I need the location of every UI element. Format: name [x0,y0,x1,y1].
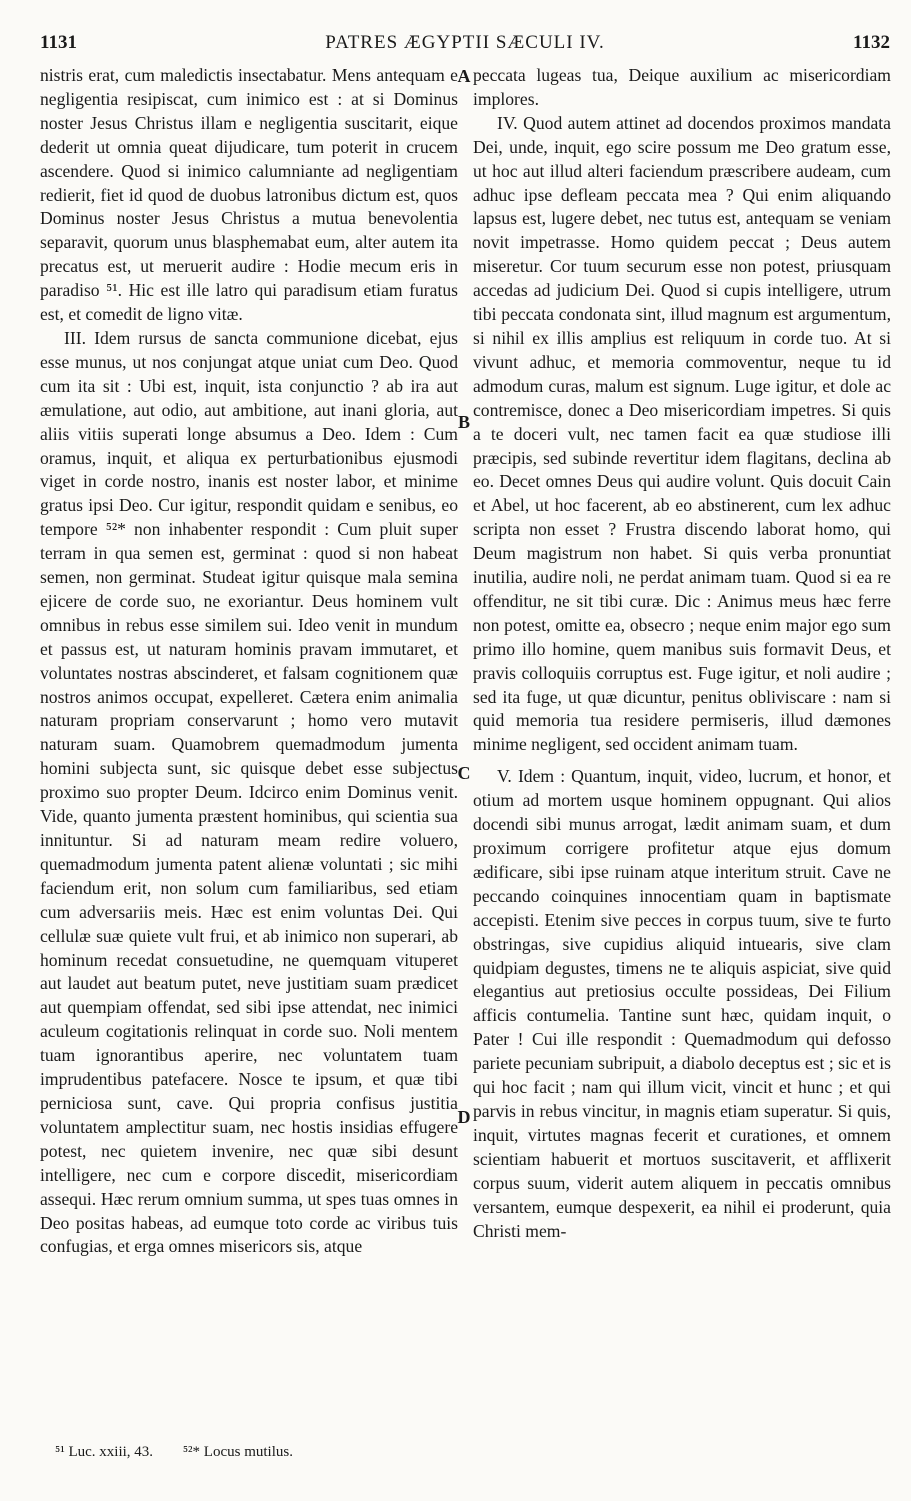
running-title: PATRES ÆGYPTII SÆCULI IV. [325,32,605,53]
paragraph-section-iii: III. Idem rursus de sancta communione dicebat, ejus esse munus, ut nos conjungat atque uniat cum Deo. Quod cum ita sit : Ubi est, inquit, ista conjunctio ? ab ira aut æmulatione, aut odio, aut ambitione, aut inani gloria, aut aliis vitiis superati longe absumus a Deo. Idem : Cum oramus, inquit, et aliqua ex perturbationibus ejusmodi viget in corde nostro, inanis est noster labor, et minime gratus ipsi Deo. Cur igitur, respondit quidam e senibus, eo tempore ⁵²* non inhabenter respondit : Cum pluit super terram in qua semen est, germinat : quod si non habeat semen, non germinat. Studeat igitur quisque mala semina ejicere de corde suo, ne exoriantur. Deus hominem vult omnibus in rebus esse similem sui. Ideo venit in mundum et passus est, ut naturam hominis pravam immutaret, et voluntates nostras abscinderet, et falsam cognitionem quæ nostros animos occupat, expelleret. Cætera enim animalia naturam propriam conservarunt ; homo vero mutavit naturam suam. Quamobrem quemadmodum jumenta homini subjecta sunt, sic quisque debet esse subjectus proximo suo propter Deum. Idcirco enim Dominus venit. Vide, quanto jumenta præstent hominibus, qui scientia sua innituntur. Si ad naturam meam redire voluero, quemadmodum jumenta patent alienæ voluntati ; sic mihi faciendum erit, non solum cum familiaribus, sed etiam cum adversariis meis. Hæc est enim voluntas Dei. Qui cellulæ suæ quiete vult frui, et ab inimico non superari, ab hominum recedat consuetudine, ne quemquam vituperet aut laudet aut beatum putet, neve justitiam suam prædicet aut quempiam offendat, sed sibi ipse attendat, nec inimici aculeum cogitationis relinquat in corde suo. Noli mentem tuam ignorantibus aperire, nec voluntatem tuam imprudentibus patefacere. Nosce te ipsum, et quæ tibi perniciosa sunt, cave. Qui propria confisus justitia voluntatem amplectitur suam, nec hostis insidias effugere potest, nec quietem invenire, nec quæ sibi desunt intelligere, nec cum e corpore discedit, misericordiam assequi. Hæc rerum omnium summa, ut spes tuas omnes in Deo positas habeas, ad eumque toto corde ac viribus tuis confugias, et erga omnes misericors sis, atque [40,327,458,1257]
footnote: ⁵²* Locus mutilus. [182,1444,293,1460]
page-number-left: 1131 [40,32,77,53]
paragraph-section-iv: IV. Quod autem attinet ad docendos proximos mandata Dei, unde, inquit, ego scire possum me Deo gratum esse, ut hoc aut illud alteri faciendum præscribere audeam, cum adhuc ipse defleam peccata mea ? Qui enim aliquando lapsus est, lugere debet, nec tutus est, antequam se veniam novit impetrasse. Homo quidem peccat ; Deus autem miseretur. Cor tuum securum esse non potest, priusquam accedas ad judicium Dei. Quod si cupis intelligere, utrum tibi peccata condonata sint, illud magnum est argumentum, si nihil ex illis amplius est reliquum in corde tuo. At si vivunt adhuc, et memoria commoventur, neque tu id admodum curas, malum est signum. Luge igitur, et dole ac contremisce, donec a Deo misericordiam impetres. Si quis a te doceri vult, nec tamen facit ea quæ studiose illi præcipis, sed subinde revertitur idem flagitans, declina ab eo. Decet omnes Deus qui audire volunt. Quis docuit Cain et Abel, ut hoc facerent, ab eo abstinerent, cum lex adhuc scripta non esset ? Frustra discendo laborat homo, qui Deum magistrum non habet. Si quis verba pronuntiat inutilia, audire noli, ne perdat animam tuam. Quod si ea re offenditur, ne sit tibi curæ. Dic : Animus meus hæc ferre non potest, omitte ea, obsecro ; neque enim major ego sum primo illo homine, quem manibus suis formavit Deus, et pravis colloquiis corruptus est. Fuge igitur, et noli audire ; sed ita fuge, ut quæ dicuntur, penitus obliviscare : nam si quid memoria tua residere permiseris, illud dæmones minime negligent, sed occident animam tuam. [473,112,891,755]
paragraph: nistris erat, cum maledictis insectabatur. Mens antequam e negligentia resipiscat, cum inimico est : at si Dominus noster Jesus Christus illam e negligentia suscitarit, eique dederit ut omnia queat dijudicare, tum poterit in crucem ascendere. Quod si inimico calumniante ad negligentiam redierit, fiet id quod de duobus latronibus dictum est, quos Dominus noster Jesus Christus a mutua benevolentia separavit, quorum unus blasphemabat eum, alter autem ita precatus est, ut meruerit audire : Hodie mecum eris in paradiso ⁵¹. Hic est ille latro qui paradisum etiam furatus est, et comedit de ligno vitæ. [40,65,458,325]
page-header [40,32,890,56]
paragraph: peccata lugeas tua, Deique auxilium ac misericordiam implores. [473,65,891,109]
page-number-right: 1132 [853,32,890,53]
right-column [473,64,891,1243]
margin-marker-c: C [457,763,471,783]
footnotes [55,1444,475,1461]
margin-marker-a: A [457,66,471,86]
margin-marker-d: D [457,1107,471,1127]
left-column [40,64,458,1259]
footnote: ⁵¹ Luc. xxiii, 43. [55,1444,154,1460]
margin-marker-b: B [457,412,470,432]
paragraph-section-v: V. Idem : Quantum, inquit, video, lucrum, et honor, et otium ad mortem usque hominem oppugnant. Qui alios docendi sibi munus arrogat, lædit animam suam, et dum proximum corrigere profitetur atque ejus domum ædificare, sibi ipse ruinam atque interitum struit. Cave ne peccando coinquines innocentiam quam in baptismate accepisti. Etenim sive pecces in corpus tuum, sive te furto obstringas, sive cupidius aliquid intuearis, sive clam quidpiam degustes, timens ne te aliquis aspiciat, sive quid elegantius aut pretiosius occulte possideas, Dei Filium afficis contumelia. Tantine sunt hæc, quidam inquit, o Pater ! Cui ille respondit : Quemadmodum qui defosso pariete pecuniam subripuit, a diabolo deceptus est ; sic et is qui hoc facit ; nam qui illum vicit, vincit et hunc ; et qui parvis in rebus vincitur, in magnis etiam superatur. Si quis, inquit, virtutes magnas fecerit et curationes, et omnem scientiam habuerit et mortuos suscitaverit, et afflixerit corpus suum, viderit autem aliquem in peccatis omnibus versantem, eumque despexerit, ea nihil ei proderunt, quia Christi mem- [473,766,891,1241]
